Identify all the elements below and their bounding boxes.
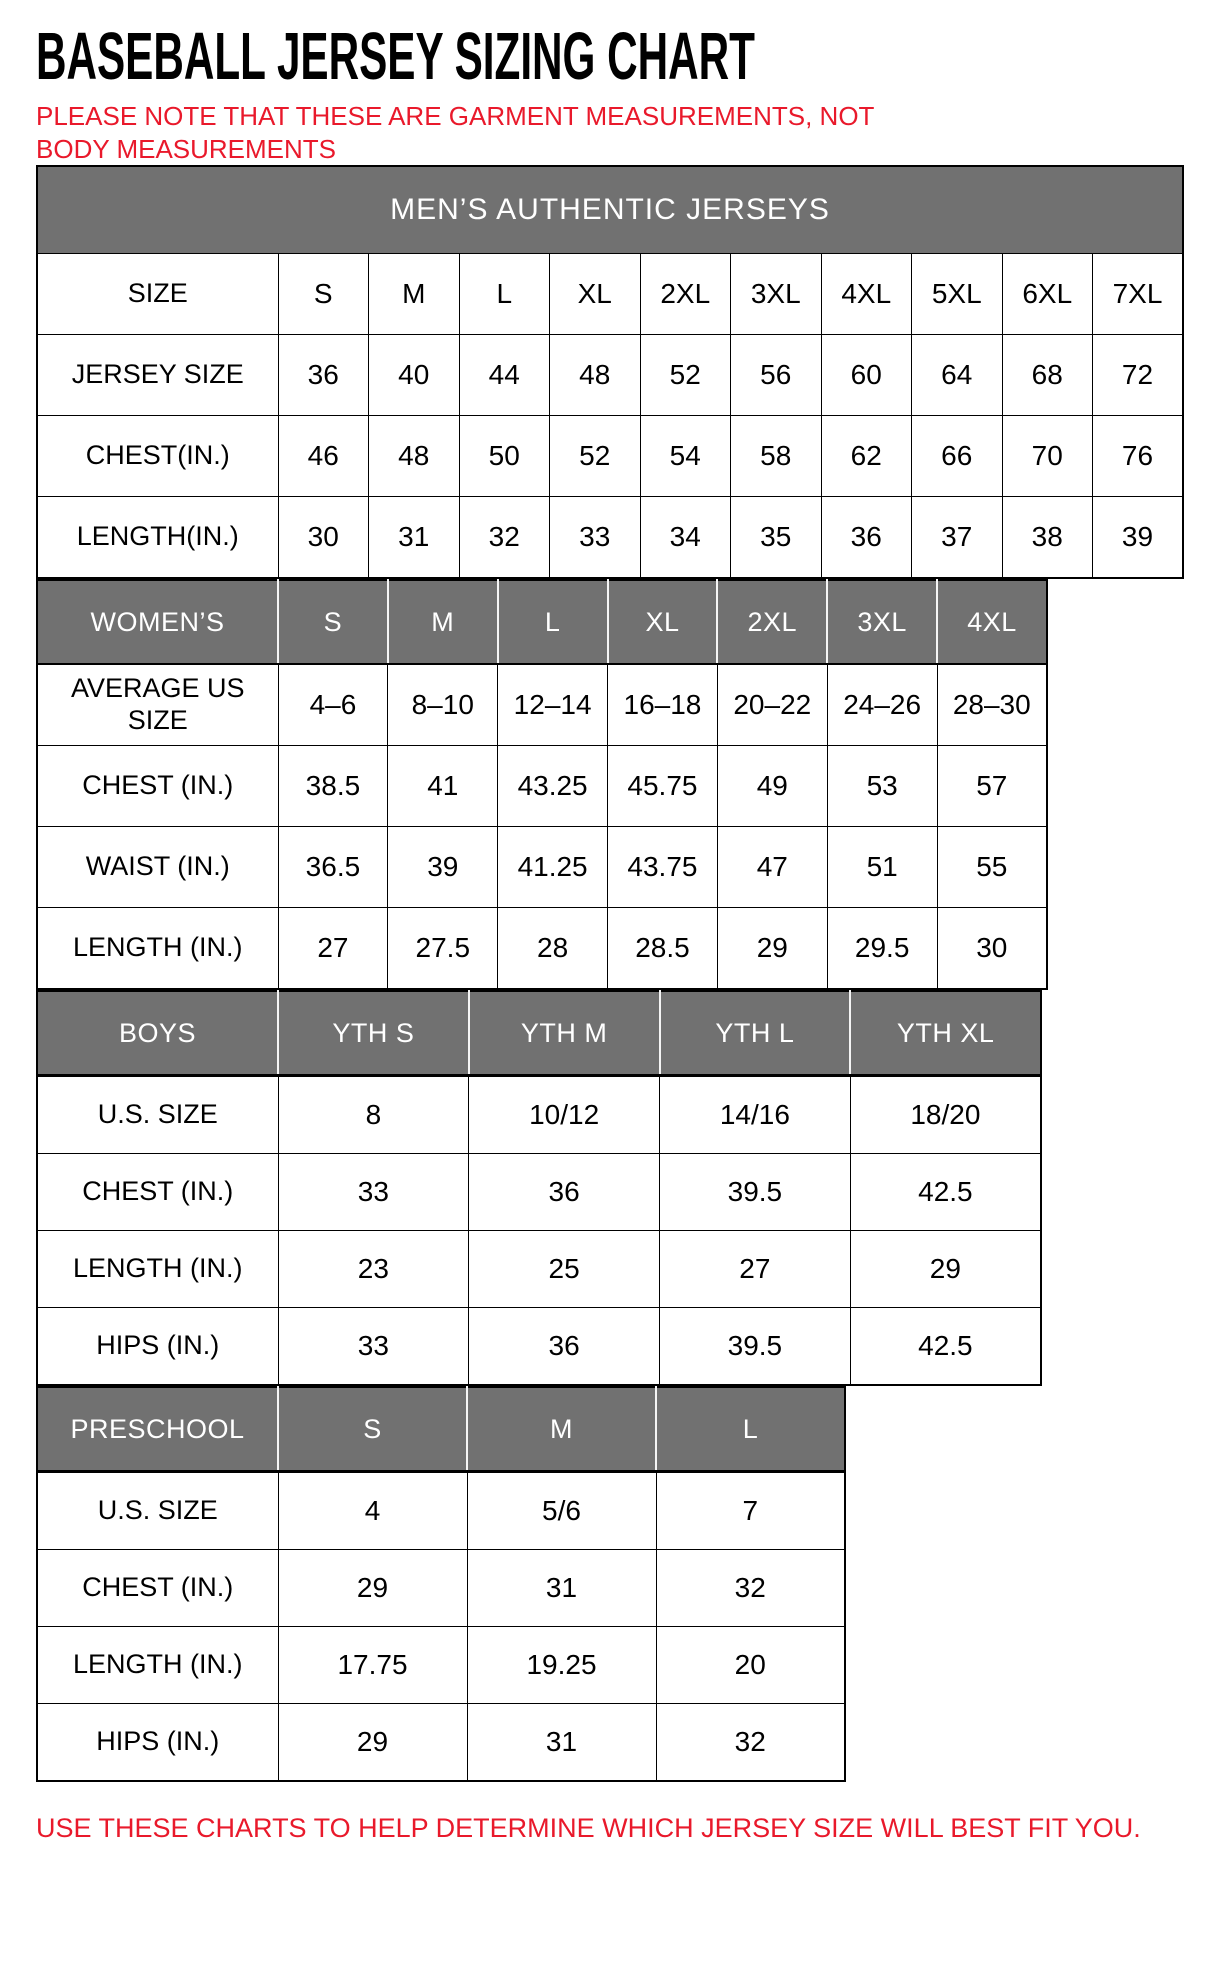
value-cell: 30 — [937, 908, 1047, 990]
value-cell: 30 — [278, 497, 369, 579]
row-label-cell: HIPS (IN.) — [37, 1308, 278, 1386]
value-cell: 36 — [469, 1154, 660, 1231]
value-cell: 24–26 — [827, 664, 937, 746]
value-cell: 17.75 — [278, 1627, 467, 1704]
value-cell: 46 — [278, 416, 369, 497]
value-cell: 4 — [278, 1472, 467, 1550]
row-label-cell: LENGTH (IN.) — [37, 1627, 278, 1704]
boys-sizing-table — [36, 990, 1042, 1386]
row-label-cell: JERSEY SIZE — [37, 335, 278, 416]
value-cell: 42.5 — [850, 1308, 1041, 1386]
value-cell: 54 — [640, 416, 731, 497]
row-label-cell: CHEST (IN.) — [37, 1550, 278, 1627]
value-cell: 29 — [278, 1704, 467, 1782]
value-cell: 56 — [731, 335, 822, 416]
value-cell: 43.25 — [498, 746, 608, 827]
value-cell: 31 — [369, 497, 460, 579]
header-size-cell: 3XL — [827, 580, 937, 664]
value-cell: 68 — [1002, 335, 1093, 416]
header-size-cell: XL — [608, 580, 718, 664]
row-label-cell: U.S. SIZE — [37, 1472, 278, 1550]
value-cell: 31 — [467, 1550, 656, 1627]
value-cell: 2XL — [640, 254, 731, 335]
value-cell: 58 — [731, 416, 822, 497]
value-cell: 44 — [459, 335, 550, 416]
value-cell: 33 — [278, 1154, 469, 1231]
value-cell: 5/6 — [467, 1472, 656, 1550]
table-row — [37, 746, 1047, 827]
value-cell: 43.75 — [608, 827, 718, 908]
table-row — [37, 1076, 1041, 1154]
value-cell: 27 — [278, 908, 388, 990]
value-cell: 28.5 — [608, 908, 718, 990]
value-cell: 60 — [821, 335, 912, 416]
header-size-cell: L — [498, 580, 608, 664]
value-cell: 27 — [660, 1231, 851, 1308]
value-cell: 5XL — [912, 254, 1003, 335]
value-cell: 35 — [731, 497, 822, 579]
table-row — [37, 254, 1183, 335]
value-cell: 20–22 — [717, 664, 827, 746]
table-row — [37, 827, 1047, 908]
value-cell: 39 — [388, 827, 498, 908]
value-cell: 52 — [640, 335, 731, 416]
value-cell: 41.25 — [498, 827, 608, 908]
value-cell: 29 — [850, 1231, 1041, 1308]
row-label-cell: U.S. SIZE — [37, 1076, 278, 1154]
garment-measurements-note: PLEASE NOTE THAT THESE ARE GARMENT MEASUREMENTS, NOT BODY MEASUREMENTS — [36, 101, 874, 164]
value-cell: 40 — [369, 335, 460, 416]
table-row — [37, 1154, 1041, 1231]
value-cell: 20 — [656, 1627, 845, 1704]
row-label-cell: LENGTH (IN.) — [37, 1231, 278, 1308]
header-size-cell: M — [388, 580, 498, 664]
value-cell: 72 — [1093, 335, 1184, 416]
value-cell: 19.25 — [467, 1627, 656, 1704]
table-row — [37, 1550, 845, 1627]
value-cell: 7 — [656, 1472, 845, 1550]
table-row — [37, 1627, 845, 1704]
value-cell: 42.5 — [850, 1154, 1041, 1231]
value-cell: 57 — [937, 746, 1047, 827]
value-cell: 28 — [498, 908, 608, 990]
header-size-cell: 4XL — [937, 580, 1047, 664]
header-size-cell: YTH S — [278, 991, 469, 1076]
header-size-cell: L — [656, 1387, 845, 1472]
womens-sizing-table — [36, 579, 1048, 990]
table-row — [37, 335, 1183, 416]
preschool-sizing-table — [36, 1386, 846, 1782]
mens-authentic-jerseys-table — [36, 165, 1184, 579]
table-row — [37, 908, 1047, 990]
value-cell: 33 — [550, 497, 641, 579]
value-cell: 37 — [912, 497, 1003, 579]
row-label-cell: AVERAGE US SIZE — [37, 664, 278, 746]
value-cell: 8 — [278, 1076, 469, 1154]
value-cell: 49 — [717, 746, 827, 827]
value-cell: 36 — [821, 497, 912, 579]
row-label-cell: SIZE — [37, 254, 278, 335]
value-cell: 3XL — [731, 254, 822, 335]
value-cell: 55 — [937, 827, 1047, 908]
value-cell: S — [278, 254, 369, 335]
value-cell: 32 — [459, 497, 550, 579]
value-cell: 12–14 — [498, 664, 608, 746]
value-cell: 39.5 — [660, 1154, 851, 1231]
value-cell: 70 — [1002, 416, 1093, 497]
header-size-cell: YTH L — [660, 991, 851, 1076]
value-cell: 50 — [459, 416, 550, 497]
footer-fit-note: USE THESE CHARTS TO HELP DETERMINE WHICH JERSEY SIZE WILL BEST FIT YOU. — [36, 1813, 1141, 1843]
value-cell: 66 — [912, 416, 1003, 497]
row-label-cell: HIPS (IN.) — [37, 1704, 278, 1782]
header-group-cell: WOMEN’S — [37, 580, 278, 664]
value-cell: 36 — [469, 1308, 660, 1386]
value-cell: 34 — [640, 497, 731, 579]
header-size-cell: S — [278, 580, 388, 664]
table-row — [37, 416, 1183, 497]
header-size-cell: YTH M — [469, 991, 660, 1076]
row-label-cell: LENGTH(IN.) — [37, 497, 278, 579]
value-cell: 33 — [278, 1308, 469, 1386]
value-cell: 29 — [278, 1550, 467, 1627]
value-cell: 32 — [656, 1550, 845, 1627]
value-cell: XL — [550, 254, 641, 335]
value-cell: 41 — [388, 746, 498, 827]
value-cell: 29.5 — [827, 908, 937, 990]
header-size-cell: M — [467, 1387, 656, 1472]
value-cell: 36 — [278, 335, 369, 416]
value-cell: M — [369, 254, 460, 335]
value-cell: L — [459, 254, 550, 335]
value-cell: 48 — [369, 416, 460, 497]
value-cell: 25 — [469, 1231, 660, 1308]
value-cell: 38 — [1002, 497, 1093, 579]
header-group-cell: PRESCHOOL — [37, 1387, 278, 1472]
table-banner: MEN’S AUTHENTIC JERSEYS — [37, 166, 1183, 254]
value-cell: 47 — [717, 827, 827, 908]
page-title: BASEBALL JERSEY SIZING CHART — [36, 18, 755, 94]
value-cell: 38.5 — [278, 746, 388, 827]
value-cell: 8–10 — [388, 664, 498, 746]
row-label-cell: WAIST (IN.) — [37, 827, 278, 908]
table-row — [37, 1231, 1041, 1308]
value-cell: 76 — [1093, 416, 1184, 497]
value-cell: 53 — [827, 746, 937, 827]
value-cell: 29 — [717, 908, 827, 990]
value-cell: 52 — [550, 416, 641, 497]
value-cell: 18/20 — [850, 1076, 1041, 1154]
value-cell: 4XL — [821, 254, 912, 335]
table-row — [37, 497, 1183, 579]
row-label-cell: CHEST(IN.) — [37, 416, 278, 497]
table-row — [37, 1308, 1041, 1386]
table-row — [37, 1472, 845, 1550]
value-cell: 4–6 — [278, 664, 388, 746]
value-cell: 31 — [467, 1704, 656, 1782]
value-cell: 14/16 — [660, 1076, 851, 1154]
header-group-cell: BOYS — [37, 991, 278, 1076]
value-cell: 64 — [912, 335, 1003, 416]
value-cell: 16–18 — [608, 664, 718, 746]
header-size-cell: YTH XL — [850, 991, 1041, 1076]
value-cell: 32 — [656, 1704, 845, 1782]
value-cell: 62 — [821, 416, 912, 497]
row-label-cell: LENGTH (IN.) — [37, 908, 278, 990]
value-cell: 51 — [827, 827, 937, 908]
value-cell: 6XL — [1002, 254, 1093, 335]
header-size-cell: 2XL — [717, 580, 827, 664]
table-row — [37, 664, 1047, 746]
value-cell: 39.5 — [660, 1308, 851, 1386]
value-cell: 45.75 — [608, 746, 718, 827]
row-label-cell: CHEST (IN.) — [37, 1154, 278, 1231]
row-label-cell: CHEST (IN.) — [37, 746, 278, 827]
value-cell: 28–30 — [937, 664, 1047, 746]
value-cell: 39 — [1093, 497, 1184, 579]
header-size-cell: S — [278, 1387, 467, 1472]
value-cell: 36.5 — [278, 827, 388, 908]
value-cell: 10/12 — [469, 1076, 660, 1154]
table-row — [37, 1704, 845, 1782]
value-cell: 27.5 — [388, 908, 498, 990]
value-cell: 23 — [278, 1231, 469, 1308]
value-cell: 7XL — [1093, 254, 1184, 335]
value-cell: 48 — [550, 335, 641, 416]
